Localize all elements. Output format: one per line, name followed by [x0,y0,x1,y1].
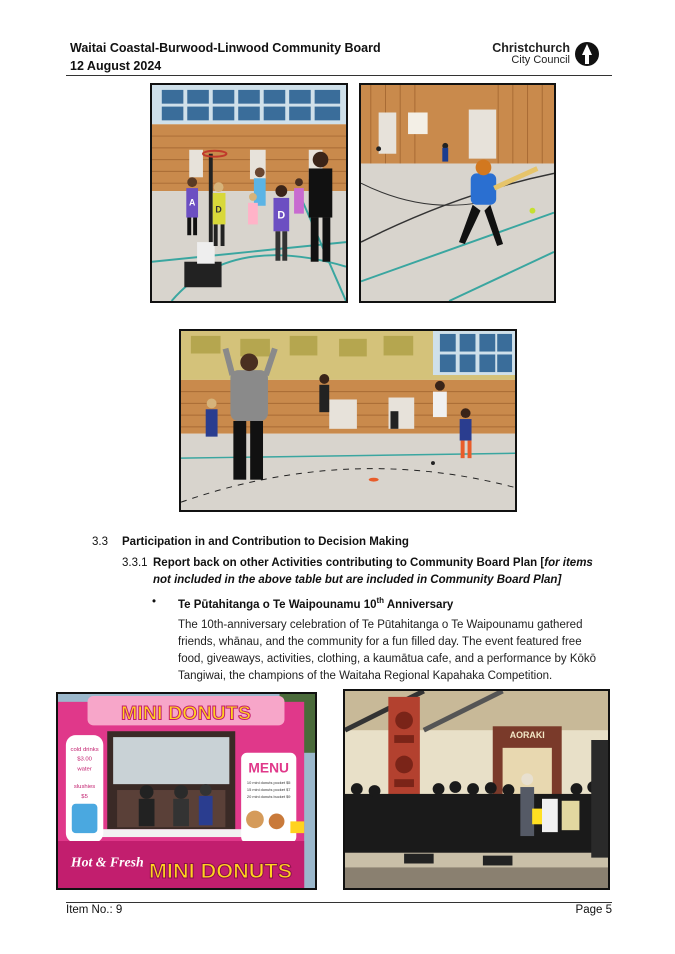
photo-group-exercise [179,329,517,512]
truck-menu-item: 20 mini donuts bucket $9 [246,793,291,799]
truck-side-1: cold drinks [70,746,99,753]
board-title: Waitai Coastal-Burwood-Linwood Community Board [70,41,381,55]
logo-line-1: Christchurch [492,41,570,55]
logo-line-2: City Council [511,54,570,66]
subsection-title-italic-1: for items [544,557,593,569]
paragraph-line: The 10th-anniversary celebration of Te Pūtahitanga o Te Waipounamu gathered [178,619,583,631]
bullet-title [178,596,453,611]
truck-side-2: $3.00 [77,756,92,763]
footer-rule [66,902,612,903]
item-number: Item No.: 9 [66,904,123,916]
truck-sign-bottom: MINI DONUTS [148,858,293,884]
paragraph-line: food, giveaways, activities, clothing, a kaumātua cafe, and a performance by Kōkō [178,653,597,665]
photo-kid-batting [359,83,556,303]
subsection-title [153,557,593,569]
meeting-date: 12 August 2024 [70,59,162,73]
header-rule [66,75,612,76]
paragraph-line: friends, whānau, and the community for a fun filled day. The event featured free [178,636,582,648]
truck-menu-title: MENU [248,760,290,776]
truck-menu-item: 15 mini donuts pocket $7 [246,787,291,792]
truck-sign-top: MINI DONUTS [120,702,252,725]
bib-letter-2: D [277,209,286,222]
bullet-title-sup: th [376,596,385,605]
section-number [92,536,108,548]
truck-side-5: $5 [81,793,88,800]
photo-kapahaka-performance [343,689,610,890]
anniversary-paragraph [178,617,618,685]
bib-letter-1: A [188,197,196,208]
bullet-dot: • [152,596,157,608]
photo-netball-practice [150,83,348,303]
truck-side-3: water [77,766,92,773]
bullet-title-end: Anniversary [384,598,454,611]
photo-donut-truck [56,692,317,890]
marae-sign: AORAKI [509,730,545,741]
logo-cathedral-icon [574,41,600,67]
subsection-title-main: Report back on other Activities contributing to Community Board Plan [ [153,557,545,569]
bullet-title-main: Te Pūtahitanga o Te Waipounamu 10 [178,598,377,611]
truck-menu-item: 10 mini donuts pocket $5 [246,780,291,786]
bib-letter-3: D [215,204,222,215]
subsection-title-cont: not included in the above table but are included in Community Board Plan] [153,574,562,586]
truck-script: Hot & Fresh [70,854,144,870]
truck-side-4: slushies [73,784,96,791]
paragraph-line: Tangiwai, the champions of the Waitaha Regional Kapahaka Competition. [178,670,553,682]
council-logo [492,41,600,69]
page-number: Page 5 [575,904,612,916]
section-num: 3.3 [92,536,108,548]
subsection-number: 3.3.1 [122,557,148,569]
section-title: Participation in and Contribution to Decision Making [122,536,409,548]
